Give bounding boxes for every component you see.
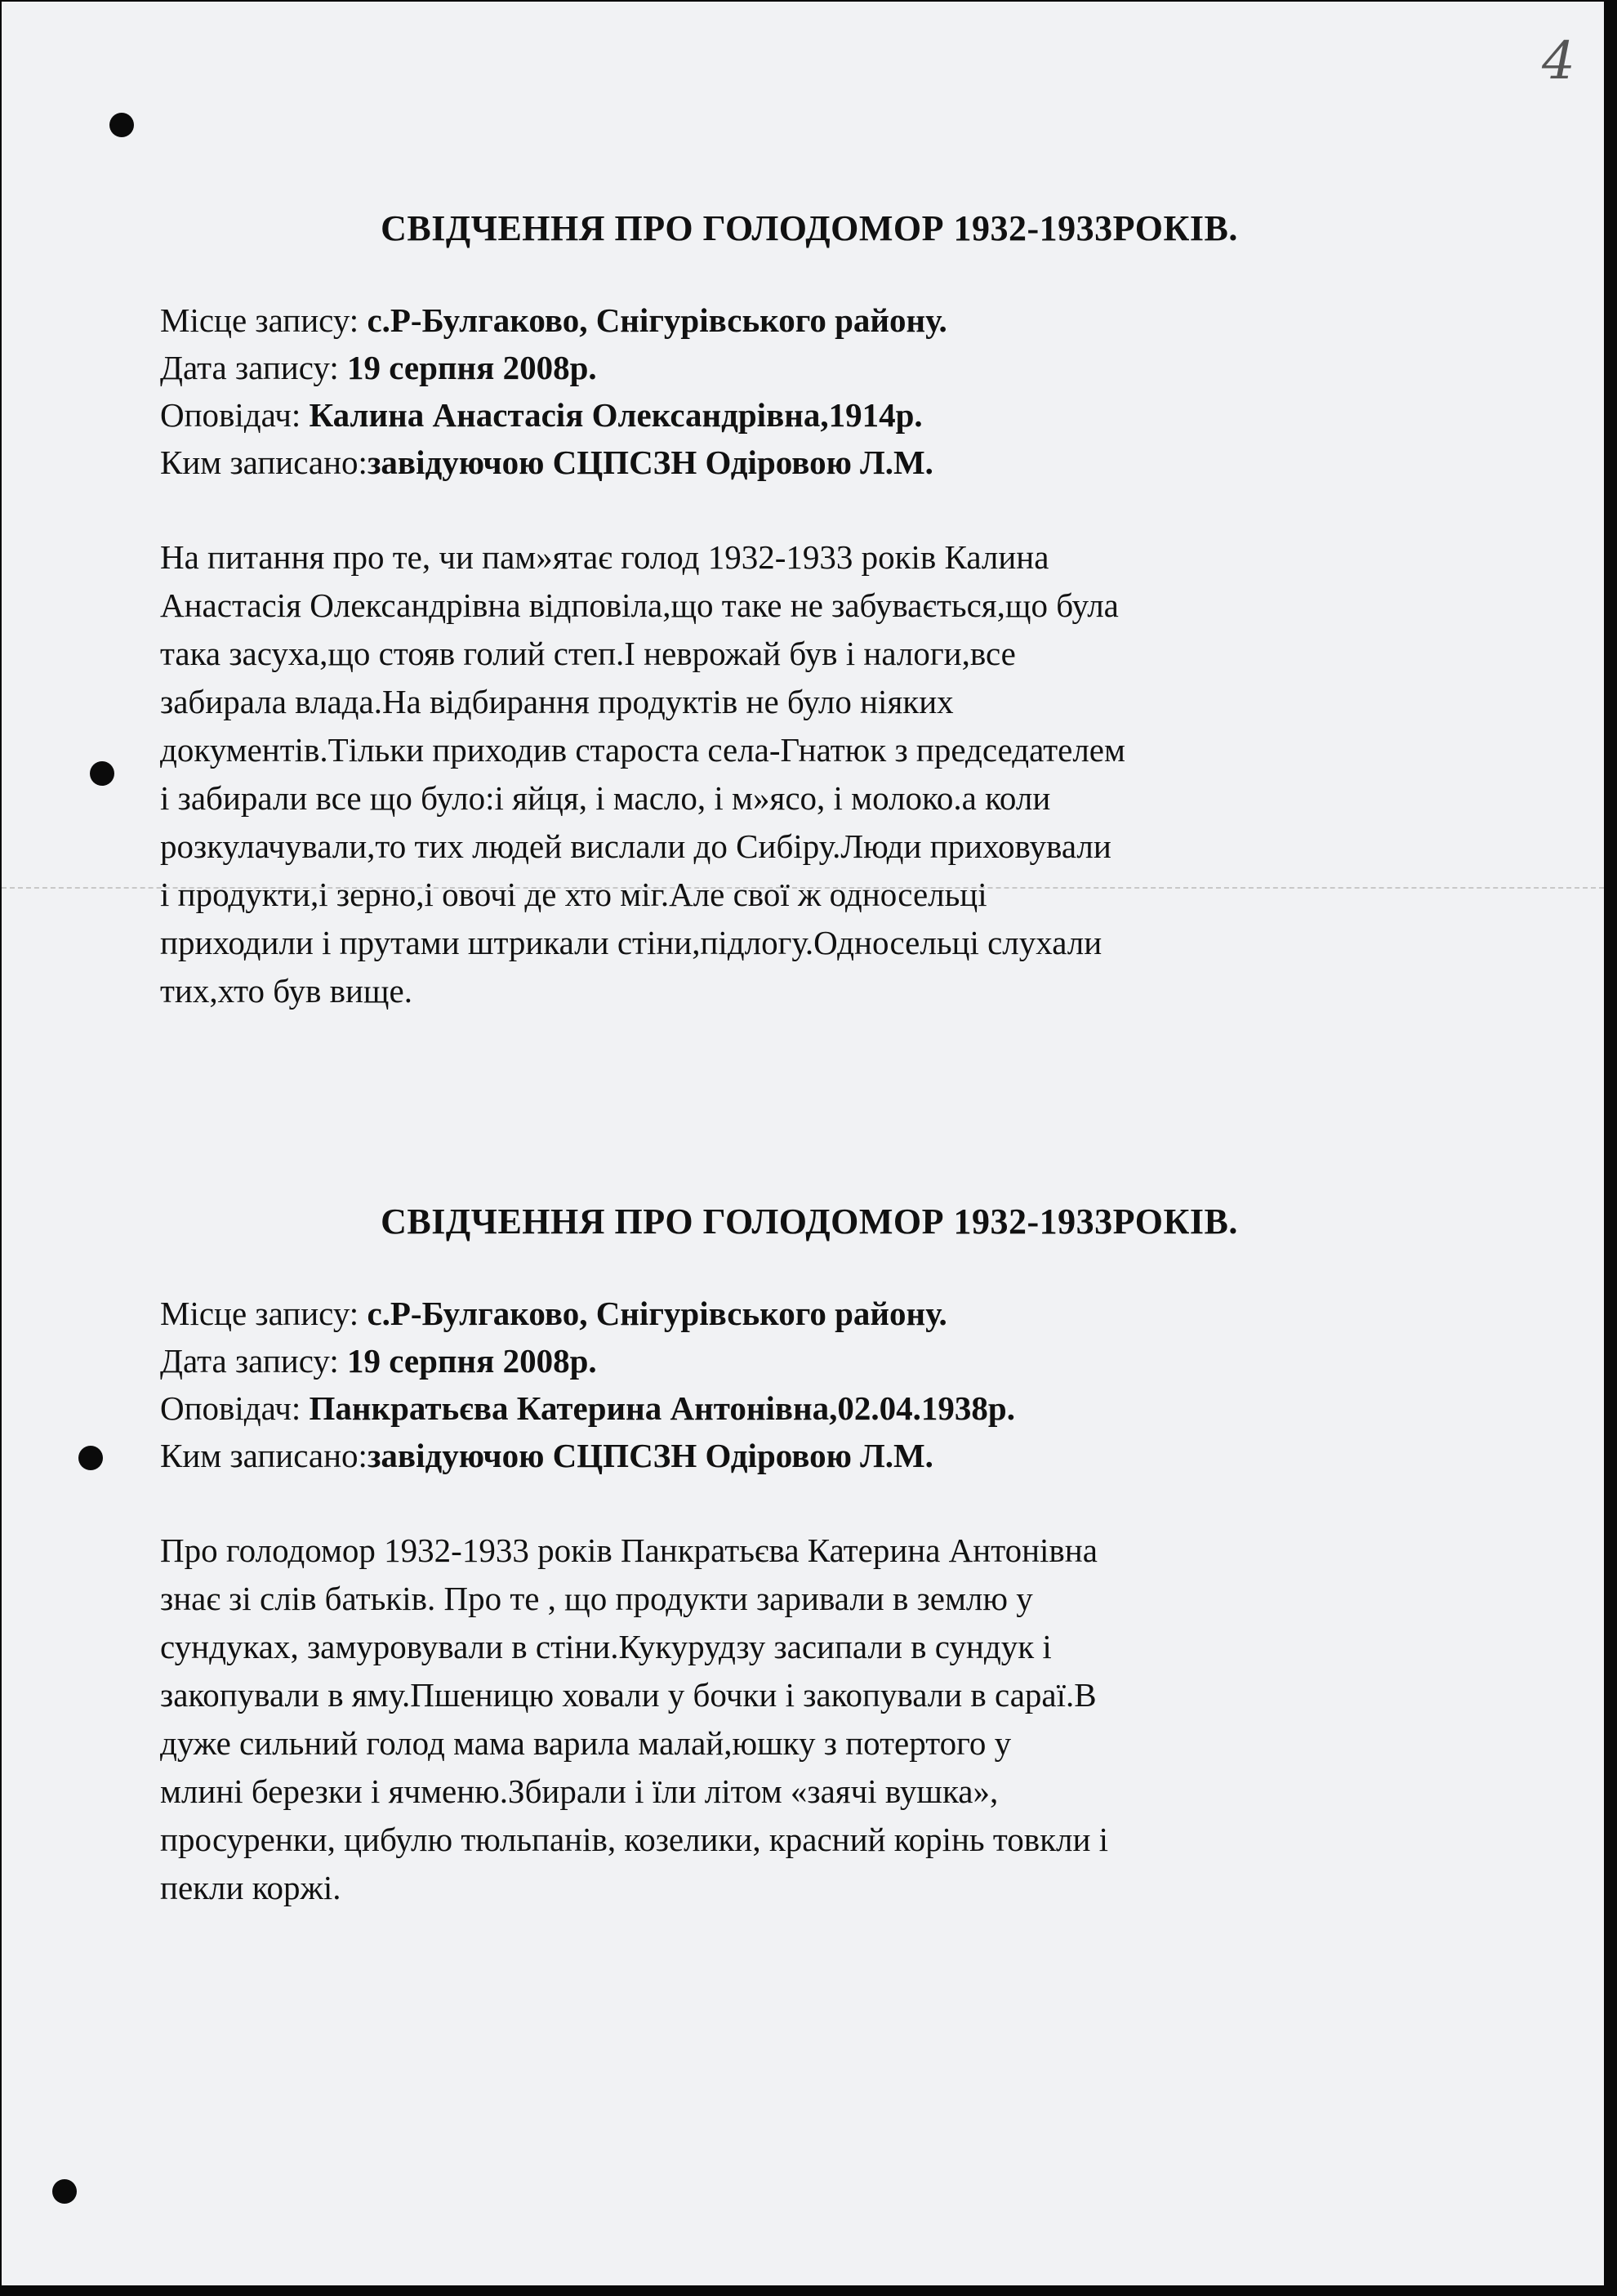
body-line: розкулачували,то тих людей вислали до Сибіру.Люди приховували bbox=[160, 827, 1111, 865]
body-line: така засуха,що стояв голий степ.І неврожай був і налоги,все bbox=[160, 635, 1016, 672]
testimony-title: СВІДЧЕННЯ ПРО ГОЛОДОМОР 1932-1933РОКІВ. bbox=[381, 1201, 1238, 1242]
body-line: закопували в яму.Пшеницю ховали у бочки і закопували в сараї.В bbox=[160, 1676, 1097, 1714]
page-number: 4 bbox=[1542, 31, 1575, 91]
body-line: і продукти,і зерно,і овочі де хто міг.Але свої ж односельці bbox=[160, 876, 987, 913]
body-line: дуже сильний голод мама варила малай,юшку з потертого у bbox=[160, 1724, 1012, 1762]
body-line: Про голодомор 1932-1933 років Панкратьєва Катерина Антонівна bbox=[160, 1531, 1098, 1569]
body-line: пекли коржі. bbox=[160, 1869, 341, 1906]
body-line: документів.Тільки приходив староста села-Гнатюк з председателем bbox=[160, 731, 1125, 769]
record-place: Місце запису: с.Р-Булгаково, Снігурівського району. bbox=[160, 301, 947, 339]
document-page bbox=[2, 2, 1604, 2285]
testimony-meta bbox=[160, 296, 1459, 486]
testimony-body bbox=[160, 533, 1459, 1015]
body-line: приходили і прутами штрикали стіни,підлогу.Односельці слухали bbox=[160, 924, 1102, 961]
punch-hole bbox=[52, 2179, 77, 2204]
testimony-meta bbox=[160, 1290, 1459, 1479]
record-date: Дата запису: 19 серпня 2008р. bbox=[160, 1342, 597, 1380]
body-line: забирала влада.На відбирання продуктів не було ніяких bbox=[160, 683, 954, 720]
body-line: На питання про те, чи пам»ятає голод 1932-1933 років Калина bbox=[160, 538, 1049, 576]
body-line: просуренки, цибулю тюльпанів, козелики, красний корінь товкли і bbox=[160, 1821, 1109, 1858]
testimony-1 bbox=[160, 207, 1459, 1015]
recorded-by: Ким записано:завідуючою СЦПСЗН Одіровою Л.М. bbox=[160, 1437, 933, 1474]
body-line: тих,хто був вище. bbox=[160, 972, 412, 1010]
punch-hole bbox=[78, 1446, 103, 1470]
punch-hole bbox=[109, 113, 134, 137]
body-line: і забирали все що було:і яйця, і масло, і м»ясо, і молоко.а коли bbox=[160, 779, 1051, 817]
body-line: сундуках, замуровували в стіни.Кукурудзу засипали в сундук і bbox=[160, 1628, 1052, 1665]
record-place: Місце запису: с.Р-Булгаково, Снігурівського району. bbox=[160, 1295, 947, 1332]
testimony-2 bbox=[160, 1201, 1459, 1912]
testimony-body bbox=[160, 1527, 1459, 1912]
body-line: знає зі слів батьків. Про те , що продукти заривали в землю у bbox=[160, 1580, 1033, 1617]
body-line: Анастасія Олександрівна відповіла,що таке не забувається,що була bbox=[160, 586, 1119, 624]
punch-hole bbox=[90, 761, 114, 786]
narrator: Оповідач: Панкратьєва Катерина Антонівна,02.04.1938р. bbox=[160, 1389, 1015, 1427]
testimony-title: СВІДЧЕННЯ ПРО ГОЛОДОМОР 1932-1933РОКІВ. bbox=[381, 208, 1238, 248]
recorded-by: Ким записано:завідуючою СЦПСЗН Одіровою Л.М. bbox=[160, 444, 933, 481]
narrator: Оповідач: Калина Анастасія Олександрівна,1914р. bbox=[160, 396, 923, 434]
body-line: млині березки і ячменю.Збирали і їли літом «заячі вушка», bbox=[160, 1772, 999, 1810]
record-date: Дата запису: 19 серпня 2008р. bbox=[160, 349, 597, 386]
